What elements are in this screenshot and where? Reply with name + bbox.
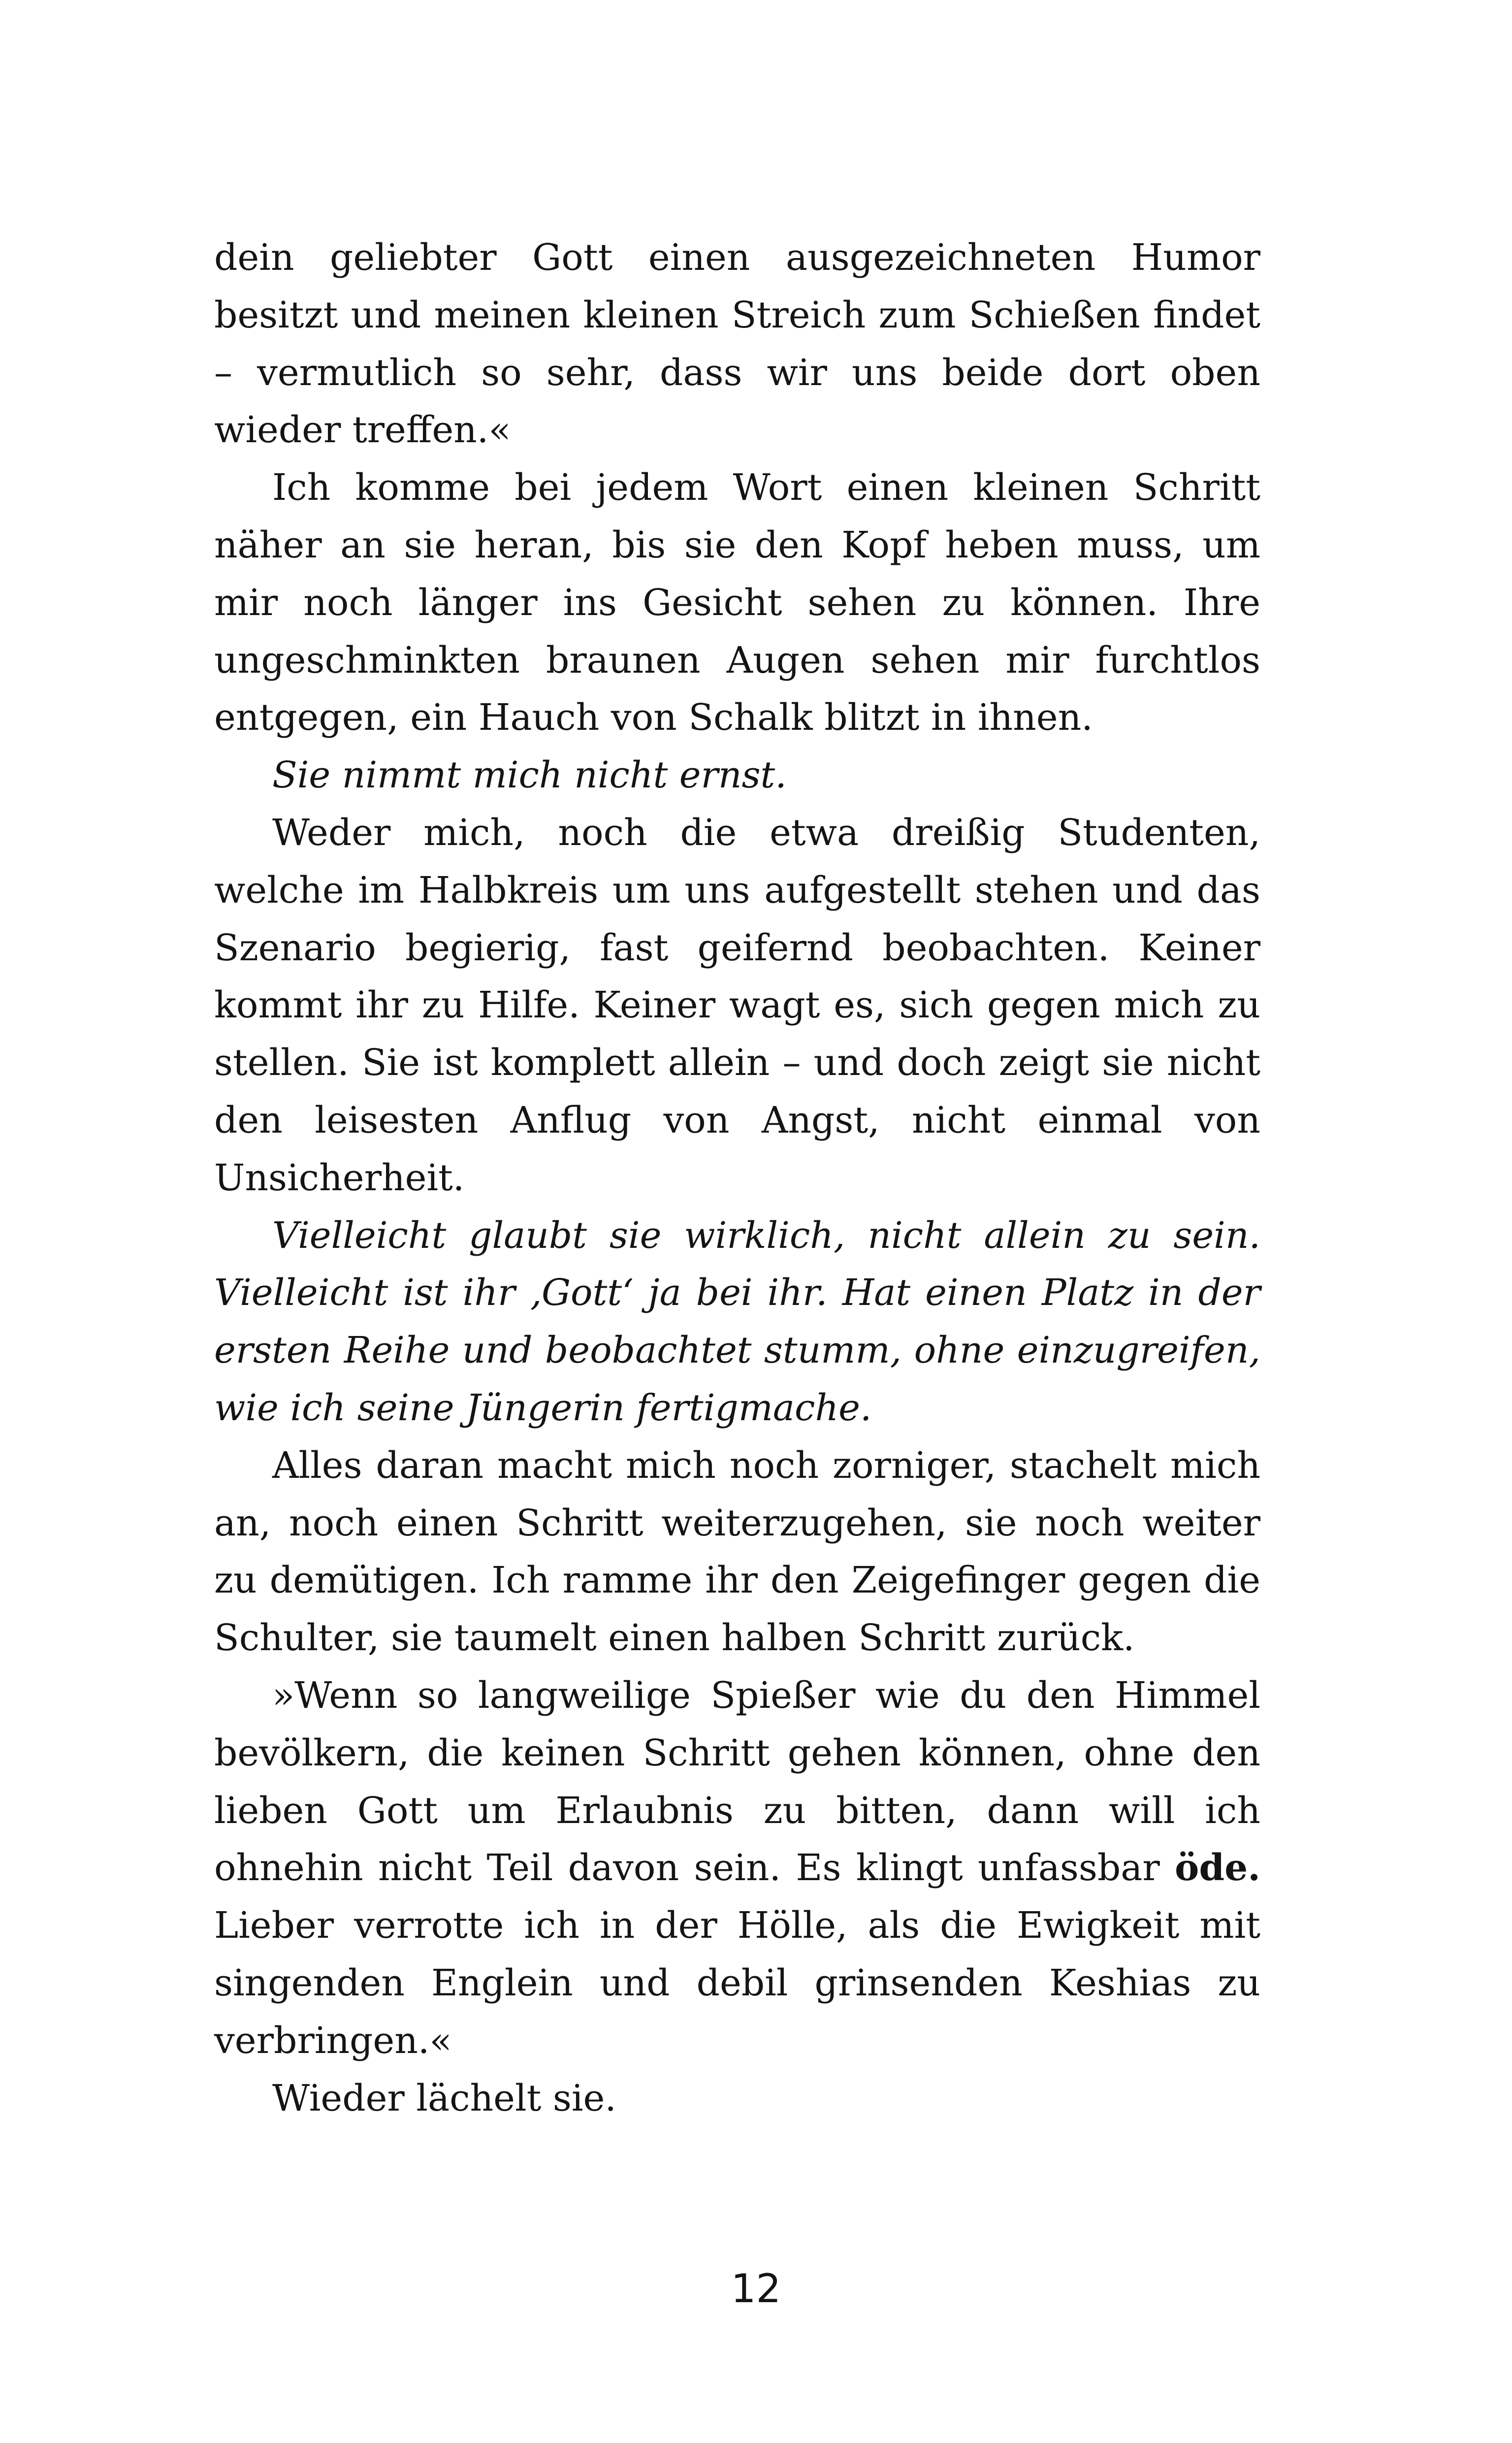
paragraph: Wieder lächelt sie. bbox=[272, 2077, 616, 2119]
paragraph: Ich komme bei jedem Wort einen kleinen Schritt näher an sie heran, bis sie den Kopf heben muss, um mir noch länger ins Gesicht sehen zu können. Ihre ungeschminkten braunen Augen sehen mir furchtlos entgegen, ein Hauch von Schalk blitzt in ihnen. bbox=[214, 466, 1260, 739]
dialogue-text-start: »Wenn so langweilige Spießer wie du den Himmel bevölkern, die keinen Schritt gehen können, ohne den lieben Gott um Erlaubnis zu bitten, dann will ich ohnehin nicht Teil davon sein. Es klingt unfassbar bbox=[214, 1674, 1260, 1889]
dialogue-text-end: Lieber verrotte ich in der Hölle, als die Ewigkeit mit singenden Englein und debil grinsenden Keshias zu verbringen.« bbox=[214, 1904, 1260, 2062]
body-text bbox=[214, 229, 1260, 2127]
emphasized-word: öde. bbox=[1175, 1847, 1260, 1889]
paragraph-italic-thought: Vielleicht glaubt sie wirklich, nicht allein zu sein. Vielleicht ist ihr ‚Gott‘ ja bei ihr. Hat einen Platz in der ersten Reihe und beobachtet stumm, ohne einzugreifen, wie ich seine Jüngerin fertigmache. bbox=[214, 1214, 1260, 1429]
paragraph-italic-thought: Sie nimmt mich nicht ernst. bbox=[272, 754, 787, 797]
paragraph: dein geliebter Gott einen ausgezeichneten Humor besitzt und meinen kleinen Streich zum Schießen findet – vermutlich so sehr, dass wir uns beide dort oben wieder treffen.« bbox=[214, 236, 1260, 452]
paragraph: Alles daran macht mich noch zorniger, stachelt mich an, noch einen Schritt weiterzugehen, sie noch weiter zu demütigen. Ich ramme ihr den Zeigefinger gegen die Schulter, sie taumelt einen halben Schritt zurück. bbox=[214, 1444, 1260, 1660]
paragraph: Weder mich, noch die etwa dreißig Studenten, welche im Halbkreis um uns aufgestellt stehen und das Szenario begierig, fast geifernd beobachten. Keiner kommt ihr zu Hilfe. Keiner wagt es, sich gegen mich zu stellen. Sie ist komplett allein – und doch zeigt sie nicht den leisesten Anflug von Angst, nicht einmal von Unsicherheit. bbox=[214, 811, 1260, 1199]
page-number: 12 bbox=[731, 2266, 781, 2312]
paragraph-dialogue bbox=[214, 1667, 1260, 2070]
